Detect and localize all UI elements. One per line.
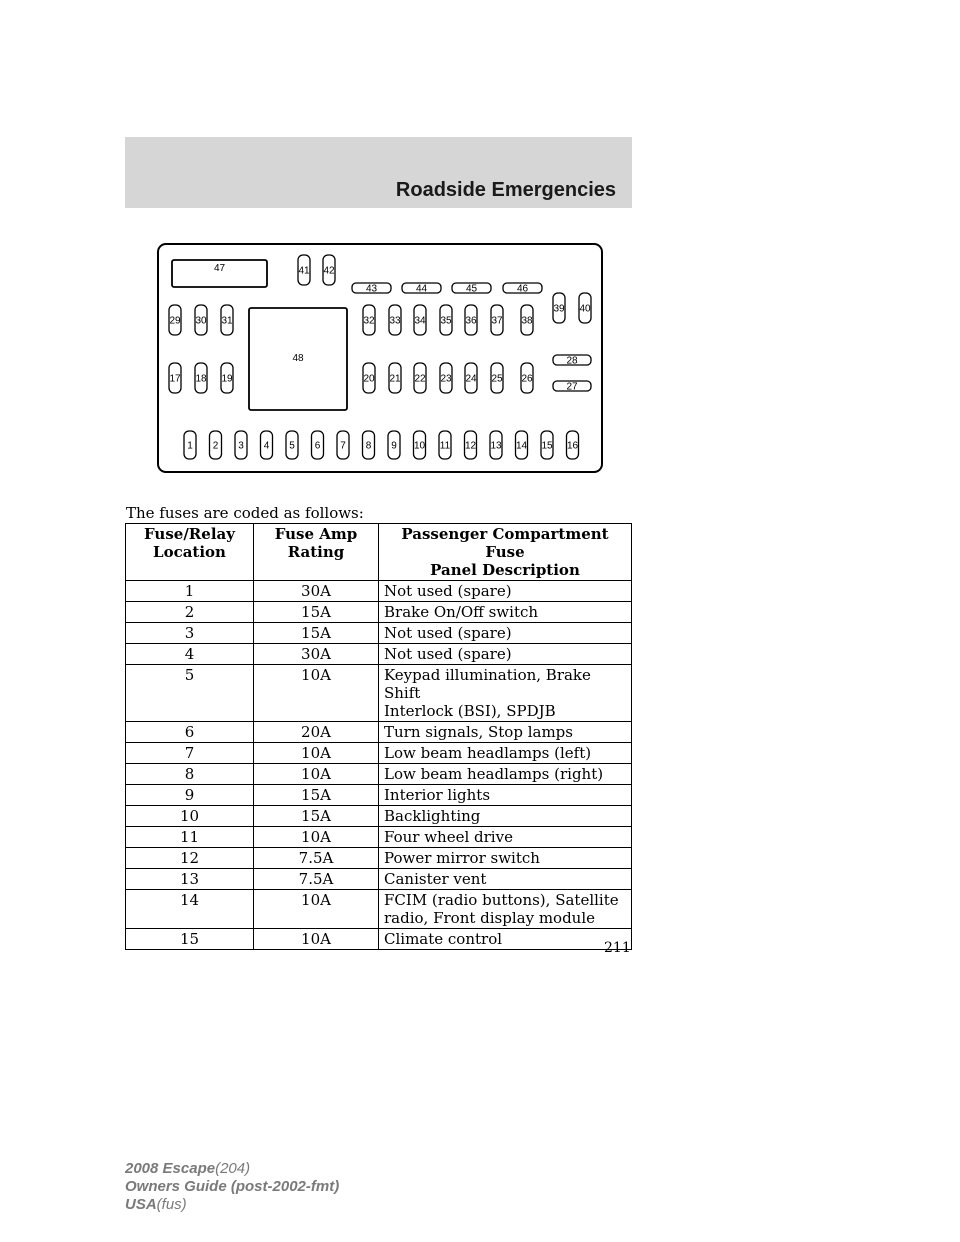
fuse-description: Backlighting	[379, 806, 632, 827]
footer-line: Owners Guide (post-2002-fmt)	[125, 1178, 340, 1195]
fuse-20	[363, 363, 375, 393]
table-row	[126, 722, 632, 743]
fuse-label: 6	[314, 440, 321, 452]
fuse-location: 3	[126, 623, 254, 644]
fuse-41	[298, 255, 310, 285]
fuse-25	[491, 363, 503, 393]
table-header-row	[126, 524, 632, 581]
fuse-label: 14	[515, 440, 528, 452]
table-row	[126, 764, 632, 785]
fuse-45	[452, 283, 491, 295]
fuse-label: 19	[221, 373, 233, 385]
fuse-39	[553, 293, 565, 323]
fuse-rating: 10A	[254, 827, 379, 848]
fuse-35	[440, 305, 452, 335]
fuse-17	[169, 363, 181, 393]
fuse-description: FCIM (radio buttons), Satellite radio, Front display module	[379, 890, 632, 929]
fuse-28	[553, 355, 591, 367]
fuse-29	[169, 305, 181, 335]
fuse-rating: 10A	[254, 665, 379, 722]
fuse-description: Interior lights	[379, 785, 632, 806]
fuse-label: 36	[465, 315, 477, 327]
fuse-label: 31	[221, 315, 233, 327]
fuse-32	[363, 305, 375, 335]
fuse-label: 32	[363, 315, 375, 327]
fuse-panel-diagram	[157, 243, 603, 473]
fuse-description: Canister vent	[379, 869, 632, 890]
section-title: Roadside Emergencies	[395, 179, 616, 201]
fuse-rating: 30A	[254, 581, 379, 602]
fuse-42	[323, 255, 335, 285]
fuse-14	[516, 431, 528, 459]
table-row	[126, 644, 632, 665]
fuse-label: 48	[292, 353, 304, 364]
fuse-location: 13	[126, 869, 254, 890]
fuse-37	[491, 305, 503, 335]
fuse-label: 21	[389, 373, 401, 385]
table-row	[126, 623, 632, 644]
fuse-label: 25	[491, 373, 503, 385]
fuse-rating: 7.5A	[254, 869, 379, 890]
table-row	[126, 743, 632, 764]
fuse-location: 2	[126, 602, 254, 623]
fuse-label: 18	[195, 373, 207, 385]
fuse-rating: 10A	[254, 743, 379, 764]
table-row	[126, 581, 632, 602]
column-header-description: Passenger Compartment Fuse Panel Description	[379, 524, 632, 581]
fuse-label: 17	[169, 373, 181, 385]
fuse-12	[465, 431, 477, 459]
fuse-11	[439, 431, 451, 459]
fuse-table	[125, 523, 632, 950]
fuse-33	[389, 305, 401, 335]
table-row	[126, 785, 632, 806]
fuse-label: 12	[464, 440, 477, 452]
fuse-label: 13	[490, 440, 502, 452]
intro-text: The fuses are coded as follows:	[126, 504, 364, 522]
table-row	[126, 848, 632, 869]
fuse-label: 20	[363, 373, 375, 385]
fuse-30	[195, 305, 207, 335]
fuse-label: 23	[440, 373, 452, 385]
page-number: 211	[604, 940, 631, 956]
fuse-label: 43	[365, 283, 378, 295]
fuse-47	[172, 260, 267, 287]
column-header-rating: Fuse Amp Rating	[254, 524, 379, 581]
fuse-label: 15	[541, 440, 553, 452]
fuse-description: Not used (spare)	[379, 623, 632, 644]
fuse-rating: 15A	[254, 785, 379, 806]
fuse-2	[210, 431, 222, 459]
fuse-location: 15	[126, 929, 254, 950]
fuse-label: 26	[521, 373, 533, 385]
fuse-rating: 15A	[254, 623, 379, 644]
fuse-18	[195, 363, 207, 393]
fuse-43	[352, 283, 391, 295]
column-header-location: Fuse/Relay Location	[126, 524, 254, 581]
fuse-19	[221, 363, 233, 393]
table-row	[126, 827, 632, 848]
fuse-label: 46	[516, 283, 529, 295]
fuse-description: Low beam headlamps (left)	[379, 743, 632, 764]
fuse-description: Climate control	[379, 929, 632, 950]
fuse-16	[567, 431, 579, 459]
fuse-label: 7	[340, 440, 346, 452]
fuse-label: 40	[579, 303, 591, 315]
fuse-label: 11	[439, 440, 451, 452]
fuse-label: 10	[413, 440, 426, 452]
fuse-rating: 7.5A	[254, 848, 379, 869]
fuse-description: Low beam headlamps (right)	[379, 764, 632, 785]
fuse-1	[184, 431, 196, 459]
fuse-location: 11	[126, 827, 254, 848]
table-row	[126, 890, 632, 929]
fuse-rating: 30A	[254, 644, 379, 665]
fuse-label: 27	[566, 381, 578, 393]
fuse-label: 29	[169, 315, 181, 327]
fuse-27	[553, 381, 591, 393]
document-footer	[125, 1160, 339, 1214]
fuse-22	[414, 363, 426, 393]
fuse-44	[402, 283, 441, 295]
fuse-9	[388, 431, 400, 459]
fuse-label: 16	[566, 440, 579, 452]
fuse-label: 1	[187, 440, 193, 452]
fuse-rating: 20A	[254, 722, 379, 743]
fuse-rating: 10A	[254, 890, 379, 929]
fuse-label: 22	[414, 373, 426, 385]
fuse-description: Power mirror switch	[379, 848, 632, 869]
fuse-8	[363, 431, 375, 459]
fuse-location: 1	[126, 581, 254, 602]
fuse-label: 34	[414, 315, 426, 327]
fuse-location: 7	[126, 743, 254, 764]
fuse-label: 41	[298, 265, 310, 277]
fuse-31	[221, 305, 233, 335]
fuse-rating: 10A	[254, 929, 379, 950]
fuse-description: Not used (spare)	[379, 581, 632, 602]
fuse-label: 4	[263, 440, 270, 452]
fuse-26	[521, 363, 533, 393]
section-header-band	[125, 137, 632, 208]
fuse-label: 38	[521, 315, 533, 327]
fuse-label: 28	[566, 355, 578, 367]
fuse-label: 35	[440, 315, 452, 327]
fuse-location: 8	[126, 764, 254, 785]
fuse-label: 30	[195, 315, 207, 327]
fuse-description: Four wheel drive	[379, 827, 632, 848]
fuse-label: 33	[389, 315, 401, 327]
table-row	[126, 665, 632, 722]
fuse-description: Not used (spare)	[379, 644, 632, 665]
fuse-6	[312, 431, 324, 459]
fuse-rating: 15A	[254, 806, 379, 827]
fuse-48	[249, 308, 347, 410]
fuse-label: 9	[391, 440, 397, 452]
fuse-label: 5	[289, 440, 295, 452]
fuse-38	[521, 305, 533, 335]
fuse-3	[235, 431, 247, 459]
table-row	[126, 602, 632, 623]
fuse-description: Turn signals, Stop lamps	[379, 722, 632, 743]
fuse-15	[541, 431, 553, 459]
fuse-label: 2	[212, 440, 219, 452]
fuse-21	[389, 363, 401, 393]
fuse-36	[465, 305, 477, 335]
fuse-label: 39	[553, 303, 565, 315]
fuse-location: 6	[126, 722, 254, 743]
fuse-label: 42	[323, 265, 335, 277]
fuse-location: 5	[126, 665, 254, 722]
fuse-label: 44	[415, 283, 428, 295]
fuse-34	[414, 305, 426, 335]
fuse-40	[579, 293, 591, 323]
fuse-label: 3	[238, 440, 244, 452]
fuse-24	[465, 363, 477, 393]
fuse-label: 8	[365, 440, 372, 452]
fuse-13	[490, 431, 502, 459]
fuse-label: 24	[465, 373, 477, 385]
table-row	[126, 806, 632, 827]
fuse-46	[503, 283, 542, 295]
fuse-description: Brake On/Off switch	[379, 602, 632, 623]
fuse-rating: 15A	[254, 602, 379, 623]
fuse-7	[337, 431, 349, 459]
fuse-location: 4	[126, 644, 254, 665]
fuse-23	[440, 363, 452, 393]
fuse-location: 12	[126, 848, 254, 869]
fuse-location: 9	[126, 785, 254, 806]
table-row	[126, 869, 632, 890]
fuse-label: 37	[491, 315, 503, 327]
fuse-location: 14	[126, 890, 254, 929]
fuse-label: 45	[465, 283, 478, 295]
table-row	[126, 929, 632, 950]
footer-line: USA(fus)	[125, 1196, 187, 1213]
fuse-description: Keypad illumination, Brake Shift Interlock (BSI), SPDJB	[379, 665, 632, 722]
footer-line: 2008 Escape(204)	[125, 1160, 251, 1177]
fuse-10	[414, 431, 426, 459]
fuse-label: 47	[213, 263, 226, 274]
fuse-4	[261, 431, 273, 459]
fuse-5	[286, 431, 298, 459]
fuse-location: 10	[126, 806, 254, 827]
fuse-rating: 10A	[254, 764, 379, 785]
